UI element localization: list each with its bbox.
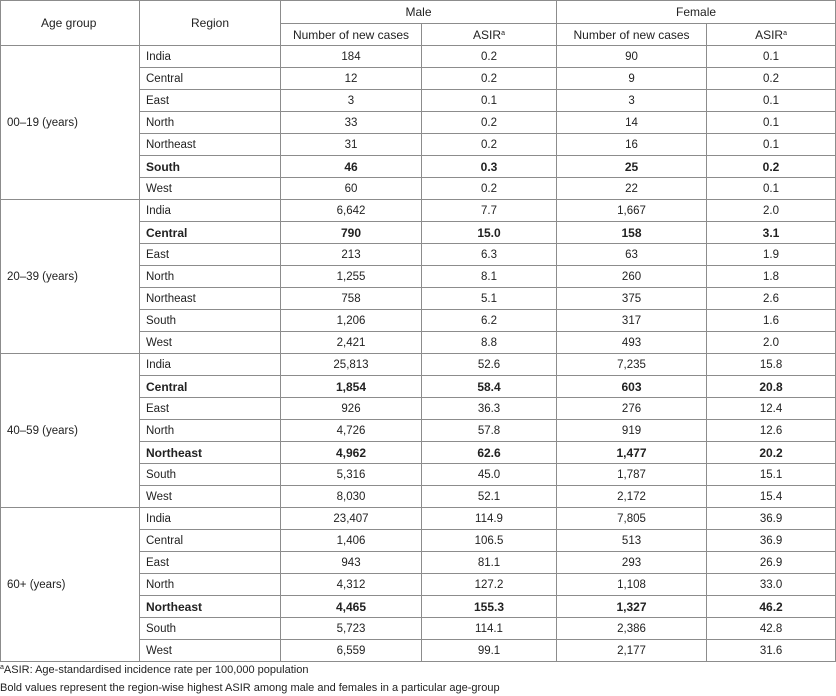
female-cases-cell: 375: [557, 288, 707, 310]
female-asir-cell: 1.6: [707, 310, 836, 332]
male-asir-cell: 114.9: [422, 508, 557, 530]
female-cases-cell: 3: [557, 90, 707, 112]
female-asir-cell: 26.9: [707, 552, 836, 574]
female-cases-cell: 919: [557, 420, 707, 442]
female-asir-cell: 20.2: [707, 442, 836, 464]
female-cases-cell: 14: [557, 112, 707, 134]
header-region: Region: [140, 1, 281, 46]
female-asir-cell: 12.4: [707, 398, 836, 420]
region-cell: South: [140, 618, 281, 640]
region-cell: West: [140, 486, 281, 508]
region-cell: West: [140, 178, 281, 200]
region-cell: South: [140, 310, 281, 332]
female-asir-cell: 0.2: [707, 68, 836, 90]
female-asir-cell: 0.1: [707, 46, 836, 68]
male-asir-cell: 0.2: [422, 112, 557, 134]
region-cell: South: [140, 464, 281, 486]
male-asir-cell: 106.5: [422, 530, 557, 552]
male-asir-cell: 0.2: [422, 68, 557, 90]
female-cases-cell: 1,327: [557, 596, 707, 618]
header-male-asir: [422, 24, 557, 46]
female-asir-cell: 1.8: [707, 266, 836, 288]
female-asir-cell: 15.4: [707, 486, 836, 508]
male-asir-cell: 8.8: [422, 332, 557, 354]
region-cell: North: [140, 420, 281, 442]
male-asir-cell: 52.6: [422, 354, 557, 376]
male-asir-cell: 58.4: [422, 376, 557, 398]
region-cell: Northeast: [140, 134, 281, 156]
female-asir-cell: 20.8: [707, 376, 836, 398]
male-cases-cell: 2,421: [281, 332, 422, 354]
female-asir-cell: 31.6: [707, 640, 836, 662]
male-asir-cell: 8.1: [422, 266, 557, 288]
female-asir-cell: 12.6: [707, 420, 836, 442]
male-asir-cell: 127.2: [422, 574, 557, 596]
female-asir-cell: 15.1: [707, 464, 836, 486]
region-cell: North: [140, 112, 281, 134]
region-cell: Northeast: [140, 596, 281, 618]
male-asir-cell: 15.0: [422, 222, 557, 244]
female-asir-cell: 15.8: [707, 354, 836, 376]
region-cell: East: [140, 398, 281, 420]
male-asir-cell: 6.3: [422, 244, 557, 266]
male-asir-cell: 62.6: [422, 442, 557, 464]
male-asir-cell: 0.1: [422, 90, 557, 112]
female-cases-cell: 2,172: [557, 486, 707, 508]
male-cases-cell: 23,407: [281, 508, 422, 530]
header-male-cases: Number of new cases: [281, 24, 422, 46]
male-asir-cell: 36.3: [422, 398, 557, 420]
header-female-asir: [707, 24, 836, 46]
female-asir-cell: 0.1: [707, 90, 836, 112]
male-cases-cell: 60: [281, 178, 422, 200]
female-asir-cell: 36.9: [707, 530, 836, 552]
male-cases-cell: 4,465: [281, 596, 422, 618]
female-cases-cell: 276: [557, 398, 707, 420]
male-asir-cell: 114.1: [422, 618, 557, 640]
female-asir-cell: 2.0: [707, 332, 836, 354]
female-cases-cell: 16: [557, 134, 707, 156]
male-cases-cell: 5,316: [281, 464, 422, 486]
region-cell: Central: [140, 68, 281, 90]
male-asir-cell: 0.2: [422, 178, 557, 200]
male-cases-cell: 1,854: [281, 376, 422, 398]
female-cases-cell: 1,787: [557, 464, 707, 486]
age-group-cell: 60+ (years): [1, 508, 140, 662]
header-female-cases: Number of new cases: [557, 24, 707, 46]
age-group-cell: 00–19 (years): [1, 46, 140, 200]
table-row: [1, 508, 836, 530]
male-cases-cell: 1,255: [281, 266, 422, 288]
footnote-bold: Bold values represent the region-wise highest ASIR among male and females in a particular age-group: [0, 682, 500, 694]
male-cases-cell: 213: [281, 244, 422, 266]
male-cases-cell: 46: [281, 156, 422, 178]
male-asir-cell: 0.2: [422, 134, 557, 156]
header-age-group: Age group: [1, 1, 140, 46]
male-asir-cell: 57.8: [422, 420, 557, 442]
table-row: [1, 200, 836, 222]
male-cases-cell: 3: [281, 90, 422, 112]
male-asir-cell: 0.3: [422, 156, 557, 178]
male-cases-cell: 5,723: [281, 618, 422, 640]
region-cell: South: [140, 156, 281, 178]
male-asir-cell: 81.1: [422, 552, 557, 574]
male-cases-cell: 926: [281, 398, 422, 420]
region-cell: India: [140, 354, 281, 376]
male-cases-cell: 6,559: [281, 640, 422, 662]
female-cases-cell: 22: [557, 178, 707, 200]
male-cases-cell: 758: [281, 288, 422, 310]
region-cell: North: [140, 266, 281, 288]
male-cases-cell: 4,962: [281, 442, 422, 464]
male-asir-cell: 52.1: [422, 486, 557, 508]
male-asir-cell: 45.0: [422, 464, 557, 486]
table-row: [1, 46, 836, 68]
female-asir-cell: 33.0: [707, 574, 836, 596]
female-asir-cell: 2.6: [707, 288, 836, 310]
region-cell: India: [140, 200, 281, 222]
footnote-asir: [0, 664, 308, 676]
region-cell: Northeast: [140, 442, 281, 464]
male-cases-cell: 1,406: [281, 530, 422, 552]
table-row: [1, 354, 836, 376]
region-cell: India: [140, 508, 281, 530]
female-cases-cell: 603: [557, 376, 707, 398]
male-cases-cell: 4,312: [281, 574, 422, 596]
region-cell: West: [140, 332, 281, 354]
male-asir-cell: 155.3: [422, 596, 557, 618]
female-asir-cell: 3.1: [707, 222, 836, 244]
region-cell: Central: [140, 376, 281, 398]
footnote-superscript: a: [0, 664, 4, 671]
female-asir-cell: 0.1: [707, 134, 836, 156]
female-cases-cell: 7,805: [557, 508, 707, 530]
age-group-cell: 20–39 (years): [1, 200, 140, 354]
female-cases-cell: 513: [557, 530, 707, 552]
asir-superscript: a: [783, 29, 787, 37]
asir-label: ASIR: [473, 27, 502, 42]
region-cell: East: [140, 552, 281, 574]
female-cases-cell: 63: [557, 244, 707, 266]
female-asir-cell: 2.0: [707, 200, 836, 222]
male-cases-cell: 1,206: [281, 310, 422, 332]
region-cell: West: [140, 640, 281, 662]
female-asir-cell: 0.1: [707, 178, 836, 200]
male-asir-cell: 5.1: [422, 288, 557, 310]
female-cases-cell: 25: [557, 156, 707, 178]
footnote-asir-text: ASIR: Age-standardised incidence rate per 100,000 population: [3, 664, 309, 676]
female-asir-cell: 46.2: [707, 596, 836, 618]
female-cases-cell: 158: [557, 222, 707, 244]
region-cell: North: [140, 574, 281, 596]
region-cell: East: [140, 90, 281, 112]
region-cell: Central: [140, 222, 281, 244]
female-asir-cell: 0.2: [707, 156, 836, 178]
female-cases-cell: 9: [557, 68, 707, 90]
female-cases-cell: 317: [557, 310, 707, 332]
male-asir-cell: 0.2: [422, 46, 557, 68]
region-cell: India: [140, 46, 281, 68]
female-cases-cell: 1,108: [557, 574, 707, 596]
region-cell: East: [140, 244, 281, 266]
region-cell: Northeast: [140, 288, 281, 310]
female-asir-cell: 0.1: [707, 112, 836, 134]
female-cases-cell: 260: [557, 266, 707, 288]
male-asir-cell: 99.1: [422, 640, 557, 662]
male-cases-cell: 33: [281, 112, 422, 134]
region-cell: Central: [140, 530, 281, 552]
female-cases-cell: 493: [557, 332, 707, 354]
female-asir-cell: 36.9: [707, 508, 836, 530]
male-cases-cell: 6,642: [281, 200, 422, 222]
male-cases-cell: 790: [281, 222, 422, 244]
male-cases-cell: 12: [281, 68, 422, 90]
male-cases-cell: 8,030: [281, 486, 422, 508]
female-cases-cell: 90: [557, 46, 707, 68]
female-cases-cell: 293: [557, 552, 707, 574]
female-asir-cell: 1.9: [707, 244, 836, 266]
female-cases-cell: 2,177: [557, 640, 707, 662]
female-cases-cell: 1,667: [557, 200, 707, 222]
female-cases-cell: 1,477: [557, 442, 707, 464]
female-cases-cell: 7,235: [557, 354, 707, 376]
male-cases-cell: 184: [281, 46, 422, 68]
asir-superscript: a: [501, 29, 505, 37]
asir-label: ASIR: [755, 27, 784, 42]
table-body: [1, 46, 836, 662]
age-group-cell: 40–59 (years): [1, 354, 140, 508]
male-cases-cell: 31: [281, 134, 422, 156]
male-asir-cell: 6.2: [422, 310, 557, 332]
male-cases-cell: 943: [281, 552, 422, 574]
header-male: Male: [281, 1, 557, 24]
male-cases-cell: 4,726: [281, 420, 422, 442]
male-cases-cell: 25,813: [281, 354, 422, 376]
female-cases-cell: 2,386: [557, 618, 707, 640]
female-asir-cell: 42.8: [707, 618, 836, 640]
header-female: Female: [557, 1, 836, 24]
male-asir-cell: 7.7: [422, 200, 557, 222]
